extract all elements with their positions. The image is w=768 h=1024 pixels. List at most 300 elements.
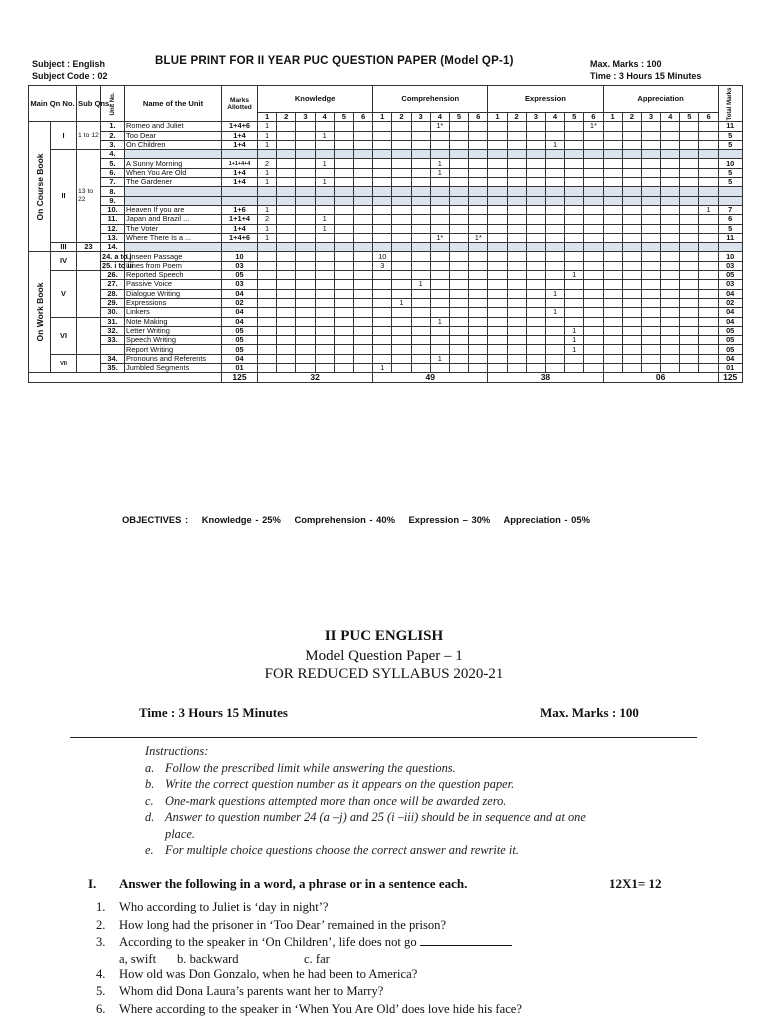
mark-cell bbox=[392, 326, 411, 335]
unit-name: Heaven If you are bbox=[125, 205, 222, 214]
sub-column-header: 1 bbox=[258, 113, 277, 122]
blueprint-row bbox=[29, 150, 743, 159]
mark-cell bbox=[315, 205, 334, 214]
unit-name: Expressions bbox=[125, 298, 222, 307]
mark-cell bbox=[565, 252, 584, 261]
mark-cell bbox=[373, 345, 392, 354]
mark-cell bbox=[680, 159, 699, 168]
mark-cell bbox=[661, 168, 680, 177]
blueprint-row bbox=[29, 224, 743, 233]
mark-cell bbox=[622, 150, 641, 159]
mark-cell bbox=[641, 336, 660, 345]
mark-cell bbox=[545, 261, 564, 270]
mark-cell bbox=[315, 345, 334, 354]
mark-cell bbox=[526, 215, 545, 224]
unit-number: 8. bbox=[101, 187, 125, 196]
mark-cell bbox=[603, 354, 622, 363]
unit-number: 2. bbox=[101, 131, 125, 140]
question: 1. Who according to Juliet is ‘day in night’? bbox=[96, 900, 329, 914]
mark-cell bbox=[622, 289, 641, 298]
mark-cell bbox=[488, 317, 507, 326]
mark-cell bbox=[488, 345, 507, 354]
mark-cell bbox=[641, 326, 660, 335]
mark-cell bbox=[449, 289, 468, 298]
mark-cell bbox=[545, 178, 564, 187]
mark-cell bbox=[507, 271, 526, 280]
mark-cell: 1 bbox=[565, 271, 584, 280]
mark-cell bbox=[469, 205, 488, 214]
mark-cell bbox=[411, 168, 430, 177]
mark-cell bbox=[526, 187, 545, 196]
paper-max-marks: Max. Marks : 100 bbox=[540, 705, 639, 720]
knowledge-header: Knowledge bbox=[258, 86, 373, 113]
blueprint-row bbox=[29, 131, 743, 140]
mark-cell bbox=[584, 233, 603, 242]
blueprint-row bbox=[29, 317, 743, 326]
mark-cell bbox=[469, 178, 488, 187]
mark-cell: 1 bbox=[258, 205, 277, 214]
mark-cell bbox=[353, 215, 372, 224]
mark-cell bbox=[315, 196, 334, 205]
mark-cell bbox=[699, 168, 718, 177]
mark-cell bbox=[488, 196, 507, 205]
mark-cell bbox=[430, 308, 449, 317]
mark-cell bbox=[641, 317, 660, 326]
mark-cell bbox=[411, 178, 430, 187]
mark-cell bbox=[430, 345, 449, 354]
objectives-label: OBJECTIVES : bbox=[122, 514, 189, 525]
unit-number: 26. bbox=[101, 271, 125, 280]
mark-cell bbox=[392, 187, 411, 196]
mark-cell bbox=[584, 140, 603, 149]
mark-cell bbox=[411, 215, 430, 224]
grand-total: 125 bbox=[718, 373, 742, 382]
mark-cell bbox=[622, 122, 641, 131]
mark-cell: 1 bbox=[699, 205, 718, 214]
total-marks: 04 bbox=[718, 317, 742, 326]
mark-cell bbox=[565, 140, 584, 149]
mark-cell bbox=[526, 345, 545, 354]
mark-cell bbox=[641, 205, 660, 214]
instructions bbox=[145, 743, 685, 859]
mark-cell bbox=[622, 317, 641, 326]
total-marks: 10 bbox=[718, 159, 742, 168]
mark-cell bbox=[392, 271, 411, 280]
mark-cell bbox=[680, 243, 699, 252]
mark-cell bbox=[488, 364, 507, 373]
unit-name: Report Writing bbox=[125, 345, 222, 354]
sub-column-header: 4 bbox=[315, 113, 334, 122]
objective-expression: Expression – 30% bbox=[408, 514, 491, 525]
mark-cell bbox=[430, 252, 449, 261]
mark-cell bbox=[680, 187, 699, 196]
mark-cell bbox=[373, 243, 392, 252]
mark-cell bbox=[622, 159, 641, 168]
total-marks bbox=[718, 150, 742, 159]
mark-cell bbox=[603, 298, 622, 307]
mark-cell bbox=[641, 215, 660, 224]
mark-cell bbox=[277, 168, 296, 177]
mark-cell bbox=[526, 168, 545, 177]
mark-cell bbox=[584, 131, 603, 140]
section-text: Answer the following in a word, a phrase or in a sentence each. bbox=[119, 876, 468, 891]
blueprint-row bbox=[29, 298, 743, 307]
mark-cell bbox=[296, 289, 315, 298]
mark-cell bbox=[449, 150, 468, 159]
mark-cell bbox=[584, 159, 603, 168]
section-number: I. bbox=[88, 876, 97, 891]
mark-cell bbox=[699, 298, 718, 307]
unit-name: Lines from Poem bbox=[125, 261, 222, 270]
marks-allotted: 1+6 bbox=[222, 205, 258, 214]
mark-cell bbox=[334, 261, 353, 270]
total-marks-allotted: 125 bbox=[222, 373, 258, 382]
total-marks: 11 bbox=[718, 233, 742, 242]
mark-cell bbox=[430, 289, 449, 298]
mark-cell bbox=[488, 326, 507, 335]
mark-cell bbox=[565, 150, 584, 159]
mark-cell bbox=[277, 354, 296, 363]
mark-cell bbox=[430, 271, 449, 280]
main-question-number: I bbox=[51, 122, 77, 150]
sub-questions: 23 bbox=[77, 243, 101, 252]
mark-cell bbox=[622, 345, 641, 354]
mark-cell bbox=[258, 280, 277, 289]
mark-cell bbox=[641, 280, 660, 289]
mark-cell bbox=[315, 364, 334, 373]
mark-cell bbox=[411, 140, 430, 149]
mark-cell bbox=[680, 224, 699, 233]
mark-cell bbox=[373, 317, 392, 326]
mark-cell bbox=[584, 354, 603, 363]
marks-allotted: 1+4 bbox=[222, 224, 258, 233]
mark-cell bbox=[353, 308, 372, 317]
mark-cell bbox=[488, 280, 507, 289]
mark-cell bbox=[353, 131, 372, 140]
total-marks: 11 bbox=[718, 122, 742, 131]
mark-cell bbox=[641, 224, 660, 233]
mark-cell bbox=[641, 196, 660, 205]
mark-cell bbox=[277, 326, 296, 335]
mark-cell bbox=[603, 345, 622, 354]
mark-cell bbox=[469, 196, 488, 205]
mark-cell bbox=[449, 215, 468, 224]
mark-cell bbox=[334, 243, 353, 252]
mark-cell bbox=[277, 131, 296, 140]
mark-cell bbox=[315, 326, 334, 335]
blueprint-row bbox=[29, 308, 743, 317]
mark-cell: 1 bbox=[430, 317, 449, 326]
mark-cell bbox=[353, 354, 372, 363]
mark-cell bbox=[258, 364, 277, 373]
mark-cell bbox=[315, 261, 334, 270]
mark-cell bbox=[680, 150, 699, 159]
mark-cell bbox=[258, 289, 277, 298]
mark-cell bbox=[488, 298, 507, 307]
sub-column-header: 3 bbox=[641, 113, 660, 122]
total-marks bbox=[718, 243, 742, 252]
mark-cell bbox=[449, 140, 468, 149]
unit-no-header: Unit No. bbox=[101, 86, 125, 122]
mark-cell bbox=[334, 364, 353, 373]
expression-total: 38 bbox=[488, 373, 603, 382]
mark-cell bbox=[353, 261, 372, 270]
mark-cell bbox=[545, 354, 564, 363]
total-marks-header: Total Marks bbox=[718, 86, 742, 122]
unit-number: 14. bbox=[101, 243, 125, 252]
mark-cell bbox=[699, 317, 718, 326]
mark-cell bbox=[545, 364, 564, 373]
mark-cell bbox=[315, 298, 334, 307]
mark-cell: 1 bbox=[315, 224, 334, 233]
mark-cell bbox=[296, 364, 315, 373]
mark-cell bbox=[680, 178, 699, 187]
mark-cell bbox=[469, 298, 488, 307]
mark-cell bbox=[603, 196, 622, 205]
mark-cell bbox=[526, 354, 545, 363]
mark-cell bbox=[315, 336, 334, 345]
mark-cell bbox=[661, 308, 680, 317]
mark-cell bbox=[545, 150, 564, 159]
unit-name: Letter Writing bbox=[125, 326, 222, 335]
total-marks: 5 bbox=[718, 224, 742, 233]
mark-cell bbox=[565, 233, 584, 242]
mark-cell bbox=[584, 215, 603, 224]
mark-cell: 1 bbox=[430, 159, 449, 168]
mark-cell bbox=[641, 178, 660, 187]
unit-name: A Sunny Morning bbox=[125, 159, 222, 168]
mark-cell bbox=[488, 140, 507, 149]
marks-allotted: 04 bbox=[222, 289, 258, 298]
mark-cell bbox=[315, 308, 334, 317]
mark-cell bbox=[661, 271, 680, 280]
main-qn-header: Main Qn No. bbox=[29, 86, 77, 122]
mark-cell bbox=[411, 205, 430, 214]
paper-title: II PUC ENGLISH bbox=[324, 628, 444, 644]
mark-cell bbox=[641, 298, 660, 307]
mark-cell bbox=[315, 122, 334, 131]
marks-allotted: 1+4+6 bbox=[222, 233, 258, 242]
mark-cell bbox=[507, 317, 526, 326]
mark-cell bbox=[661, 364, 680, 373]
mark-cell bbox=[353, 196, 372, 205]
mark-cell: 1 bbox=[258, 131, 277, 140]
expression-header: Expression bbox=[488, 86, 603, 113]
objective-knowledge: Knowledge - 25% bbox=[201, 514, 281, 525]
mark-cell bbox=[641, 150, 660, 159]
mark-cell bbox=[449, 196, 468, 205]
mark-cell bbox=[641, 187, 660, 196]
mark-cell bbox=[603, 215, 622, 224]
mark-cell bbox=[315, 317, 334, 326]
mark-cell bbox=[488, 271, 507, 280]
marks-allotted: 02 bbox=[222, 298, 258, 307]
mark-cell bbox=[392, 354, 411, 363]
mark-cell bbox=[661, 196, 680, 205]
mark-cell bbox=[699, 289, 718, 298]
unit-number: 31. bbox=[101, 317, 125, 326]
mark-cell bbox=[411, 354, 430, 363]
mark-cell bbox=[449, 308, 468, 317]
mark-cell bbox=[661, 345, 680, 354]
question: 3. According to the speaker in ‘On Children’, life does not go bbox=[96, 934, 696, 952]
mark-cell bbox=[430, 243, 449, 252]
total-marks: 02 bbox=[718, 298, 742, 307]
mark-cell bbox=[411, 289, 430, 298]
mark-cell bbox=[699, 345, 718, 354]
mark-cell bbox=[641, 131, 660, 140]
total-marks: 05 bbox=[718, 345, 742, 354]
mark-cell bbox=[507, 252, 526, 261]
mark-cell bbox=[661, 252, 680, 261]
mark-cell bbox=[507, 243, 526, 252]
mark-cell bbox=[469, 354, 488, 363]
mark-cell bbox=[258, 187, 277, 196]
mark-cell bbox=[680, 196, 699, 205]
mark-cell bbox=[353, 298, 372, 307]
mark-cell bbox=[277, 150, 296, 159]
mark-cell bbox=[277, 271, 296, 280]
mark-cell bbox=[526, 150, 545, 159]
mark-cell bbox=[680, 131, 699, 140]
mark-cell bbox=[565, 308, 584, 317]
mark-cell bbox=[526, 280, 545, 289]
mark-cell bbox=[392, 345, 411, 354]
blueprint-row bbox=[29, 271, 743, 280]
unit-name bbox=[125, 187, 222, 196]
mark-cell bbox=[622, 187, 641, 196]
mark-cell bbox=[507, 159, 526, 168]
mark-cell bbox=[661, 205, 680, 214]
mark-cell bbox=[603, 308, 622, 317]
total-marks: 6 bbox=[718, 215, 742, 224]
mark-cell bbox=[353, 317, 372, 326]
mark-cell bbox=[661, 336, 680, 345]
mark-cell bbox=[277, 233, 296, 242]
mark-cell bbox=[603, 150, 622, 159]
blueprint-row bbox=[29, 364, 743, 373]
mark-cell bbox=[584, 243, 603, 252]
mark-cell bbox=[334, 205, 353, 214]
mark-cell bbox=[699, 252, 718, 261]
mark-cell bbox=[622, 298, 641, 307]
marks-allotted: 1+1+4 bbox=[222, 215, 258, 224]
mark-cell bbox=[411, 252, 430, 261]
mark-cell: 1 bbox=[430, 354, 449, 363]
mark-cell bbox=[373, 150, 392, 159]
mark-cell bbox=[353, 289, 372, 298]
mark-cell bbox=[315, 271, 334, 280]
sub-column-header: 1 bbox=[488, 113, 507, 122]
sub-questions bbox=[77, 252, 101, 271]
mark-cell bbox=[507, 364, 526, 373]
mark-cell bbox=[680, 205, 699, 214]
mark-cell bbox=[315, 243, 334, 252]
total-marks: 04 bbox=[718, 308, 742, 317]
mark-cell bbox=[430, 178, 449, 187]
sub-questions bbox=[77, 317, 101, 354]
unit-number: 32. bbox=[101, 326, 125, 335]
mark-cell bbox=[699, 354, 718, 363]
mark-cell bbox=[277, 215, 296, 224]
mark-cell bbox=[258, 271, 277, 280]
mark-cell bbox=[641, 140, 660, 149]
mark-cell bbox=[334, 224, 353, 233]
mark-cell bbox=[373, 308, 392, 317]
mark-cell bbox=[277, 252, 296, 261]
marks-allotted: 1+4 bbox=[222, 168, 258, 177]
mark-cell bbox=[430, 326, 449, 335]
blueprint-row bbox=[29, 233, 743, 242]
unit-name: When You Are Old bbox=[125, 168, 222, 177]
mark-cell bbox=[334, 345, 353, 354]
unit-name: Speech Writing bbox=[125, 336, 222, 345]
unit-name: Japan and Brazil ... bbox=[125, 215, 222, 224]
mark-cell bbox=[411, 243, 430, 252]
sub-column-header: 6 bbox=[699, 113, 718, 122]
mark-cell bbox=[584, 196, 603, 205]
marks-allotted: 05 bbox=[222, 336, 258, 345]
answer-blank bbox=[420, 934, 512, 946]
unit-number: 7. bbox=[101, 178, 125, 187]
mark-cell bbox=[315, 354, 334, 363]
mark-cell bbox=[373, 178, 392, 187]
mark-cell bbox=[353, 168, 372, 177]
mark-cell bbox=[296, 336, 315, 345]
mark-cell bbox=[565, 354, 584, 363]
mark-cell bbox=[411, 150, 430, 159]
mark-cell bbox=[277, 345, 296, 354]
mark-cell bbox=[584, 308, 603, 317]
total-marks bbox=[718, 196, 742, 205]
mark-cell bbox=[373, 280, 392, 289]
mark-cell bbox=[353, 150, 372, 159]
mark-cell bbox=[641, 233, 660, 242]
mark-cell bbox=[565, 168, 584, 177]
mark-cell bbox=[469, 168, 488, 177]
mark-cell bbox=[661, 187, 680, 196]
marks-allotted: 05 bbox=[222, 345, 258, 354]
marks-allotted: 1+1+4+4 bbox=[222, 159, 258, 168]
mark-cell bbox=[507, 205, 526, 214]
mark-cell bbox=[258, 150, 277, 159]
mark-cell bbox=[373, 336, 392, 345]
mark-cell bbox=[449, 326, 468, 335]
mark-cell bbox=[449, 205, 468, 214]
mark-cell bbox=[622, 271, 641, 280]
mark-cell bbox=[641, 271, 660, 280]
mark-cell bbox=[680, 345, 699, 354]
objectives bbox=[122, 514, 600, 525]
mark-cell bbox=[373, 196, 392, 205]
unit-name: Reported Speech bbox=[125, 271, 222, 280]
mark-cell: 1 bbox=[258, 140, 277, 149]
option-c: c. far bbox=[304, 951, 330, 966]
max-marks: Max. Marks : 100 bbox=[590, 59, 662, 69]
question-options bbox=[96, 952, 696, 966]
marks-allotted: 05 bbox=[222, 271, 258, 280]
mark-cell bbox=[258, 345, 277, 354]
unit-name bbox=[125, 196, 222, 205]
mark-cell bbox=[603, 280, 622, 289]
mark-cell bbox=[449, 252, 468, 261]
total-marks bbox=[718, 187, 742, 196]
mark-cell bbox=[411, 122, 430, 131]
mark-cell bbox=[680, 364, 699, 373]
mark-cell bbox=[488, 205, 507, 214]
mark-cell: 1 bbox=[565, 336, 584, 345]
mark-cell bbox=[507, 140, 526, 149]
